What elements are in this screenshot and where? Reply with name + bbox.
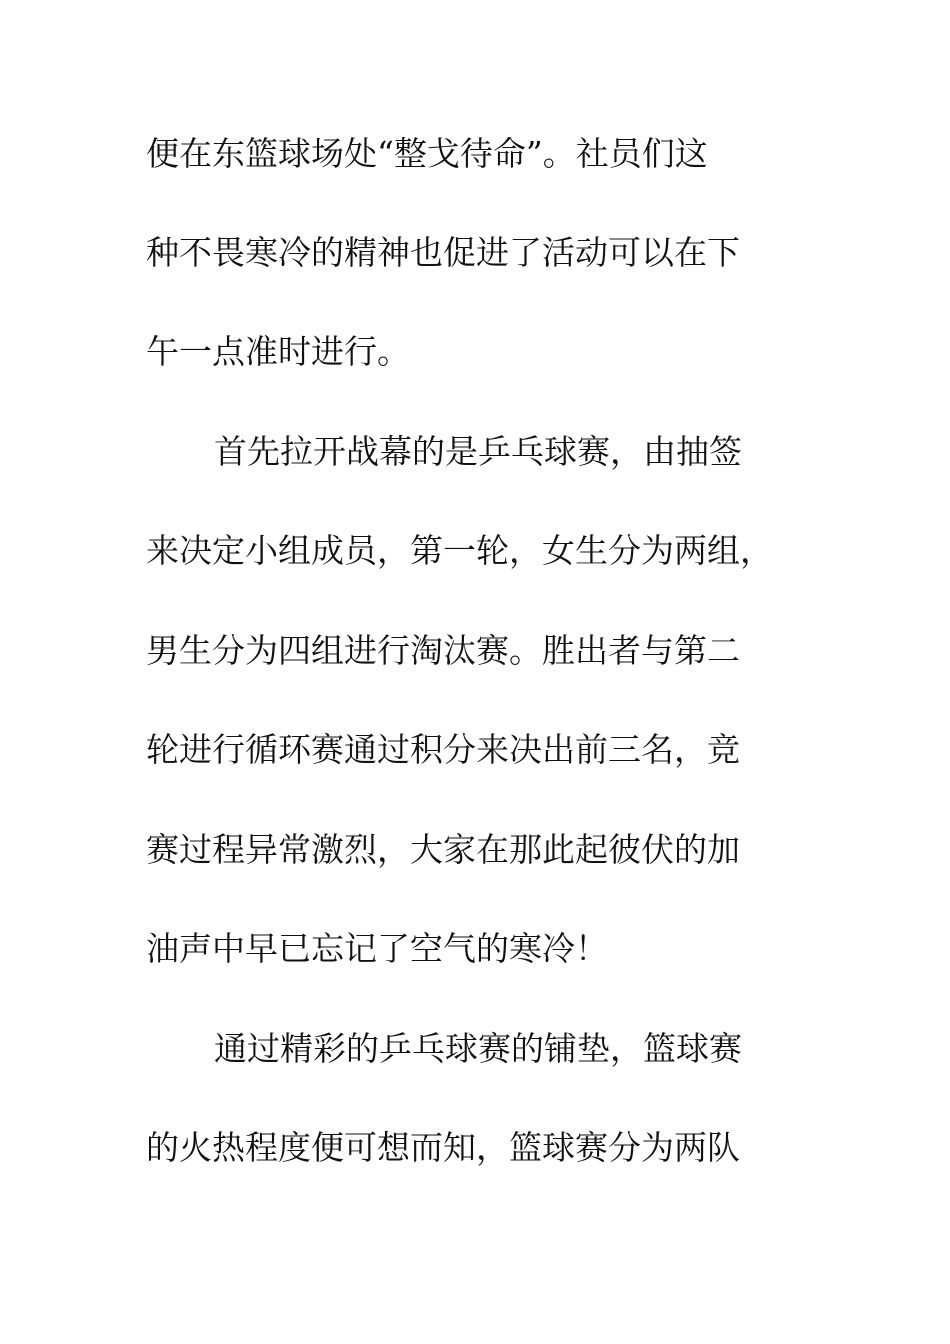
text-line-6: 男生分为四组进行淘汰赛。胜出者与第二 <box>146 631 740 670</box>
text-line-11: 的火热程度便可想而知，篮球赛分为两队 <box>146 1128 740 1167</box>
text-line-4: 首先拉开战幕的是乒乓球赛，由抽签 <box>214 432 742 471</box>
text-line-10: 通过精彩的乒乓球赛的铺垫，篮球赛 <box>214 1029 742 1068</box>
text-line-9: 油声中早已忘记了空气的寒冷！ <box>146 929 608 968</box>
text-line-1: 便在东篮球场处“整戈待命”。社员们这 <box>146 134 708 173</box>
text-line-3: 午一点准时进行。 <box>146 332 410 371</box>
text-line-8: 赛过程异常激烈，大家在那此起彼伏的加 <box>146 830 740 869</box>
text-line-7: 轮进行循环赛通过积分来决出前三名，竞 <box>146 730 740 769</box>
text-line-2: 种不畏寒冷的精神也促进了活动可以在下 <box>146 233 740 272</box>
text-line-5: 来决定小组成员，第一轮，女生分为两组， <box>146 531 773 570</box>
